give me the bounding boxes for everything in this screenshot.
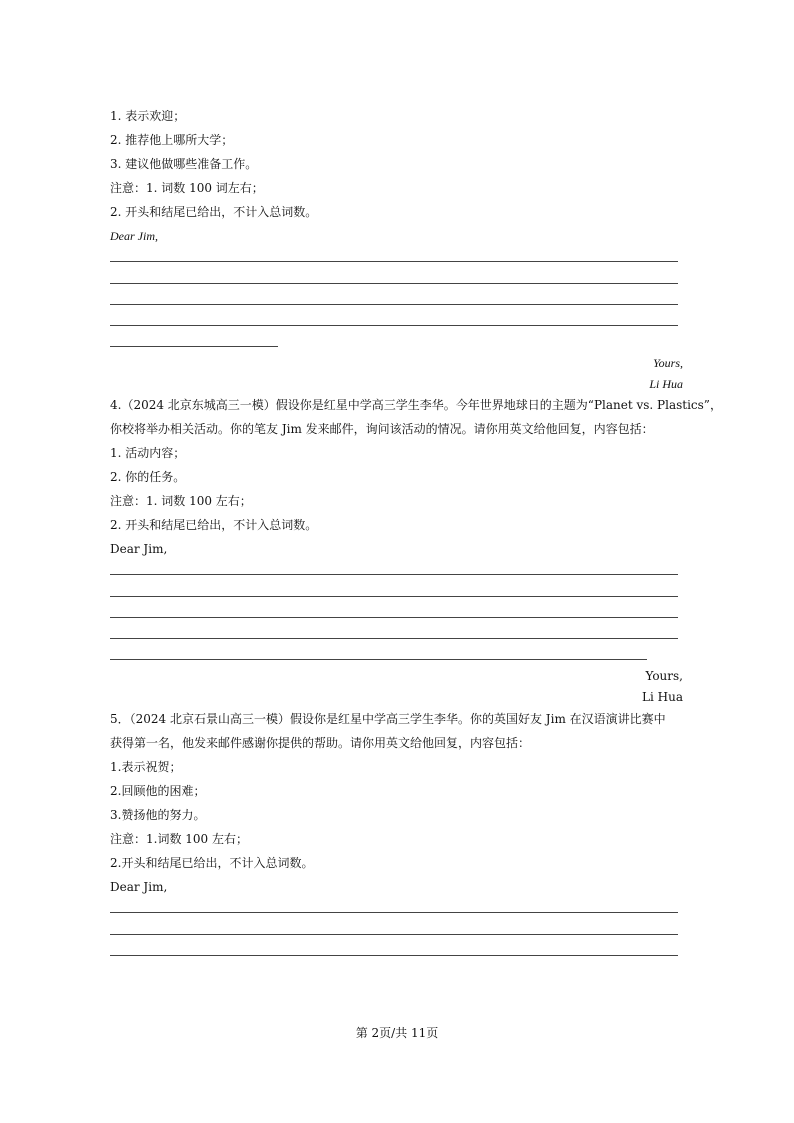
q3-item-3: 3. 建议他做哪些准备工作。 <box>110 157 258 171</box>
q5-answer-line-1 <box>110 912 678 913</box>
q4-answer-line-4 <box>110 638 678 639</box>
q4-item-1: 1. 活动内容； <box>110 446 186 460</box>
q4-item-2: 2. 你的任务。 <box>110 470 186 484</box>
q4-prompt-line-2: 你校将举办相关活动。你的笔友 Jim 发来邮件，询问该活动的情况。请你用英文给他回复，内容包括： <box>110 422 654 436</box>
q4-note-2: 2. 开头和结尾已给出，不计入总词数。 <box>110 518 318 532</box>
q4-prompt-line-1: 4.（2024 北京东城高三一模）假设你是红星中学高三学生李华。今年世界地球日的主题为“Planet vs. Plastics”， <box>110 398 722 412</box>
q4-closing: Yours, <box>645 669 683 683</box>
q3-closing: Yours, <box>653 356 683 370</box>
q3-answer-line-4 <box>110 325 678 326</box>
page-number: 第 2页/共 11页 <box>355 1026 439 1040</box>
q5-answer-line-3 <box>110 955 678 956</box>
q4-note-1: 注意：1. 词数 100 左右； <box>110 494 252 508</box>
q5-note-2: 2.开头和结尾已给出，不计入总词数。 <box>110 856 314 870</box>
q4-greeting: Dear Jim, <box>110 542 168 556</box>
q3-item-2: 2. 推荐他上哪所大学； <box>110 133 234 147</box>
q4-answer-line-5 <box>110 659 647 660</box>
q5-item-2: 2.回顾他的困难； <box>110 784 206 798</box>
q3-signature: Li Hua <box>649 377 683 391</box>
q3-greeting: Dear Jim, <box>110 229 158 243</box>
q5-answer-line-2 <box>110 934 678 935</box>
q5-prompt-line-2: 获得第一名，他发来邮件感谢你提供的帮助。请你用英文给他回复，内容包括： <box>110 736 531 750</box>
q4-answer-line-2 <box>110 596 678 597</box>
q5-prompt-line-1: 5．（2024 北京石景山高三一模）假设你是红星中学高三学生李华。你的英国好友 Jim 在汉语演讲比赛中 <box>110 712 666 726</box>
q4-answer-line-3 <box>110 617 678 618</box>
q3-answer-line-2 <box>110 283 678 284</box>
q3-note-1: 注意：1. 词数 100 词左右； <box>110 181 264 195</box>
q4-signature: Li Hua <box>642 690 683 704</box>
q3-answer-line-1 <box>110 261 678 262</box>
q5-item-3: 3.赞扬他的努力。 <box>110 808 206 822</box>
q3-note-2: 2. 开头和结尾已给出，不计入总词数。 <box>110 205 318 219</box>
q3-answer-line-5 <box>110 346 278 347</box>
q5-greeting: Dear Jim, <box>110 880 168 894</box>
q3-answer-line-3 <box>110 304 678 305</box>
q3-item-1: 1. 表示欢迎； <box>110 109 186 123</box>
q4-answer-line-1 <box>110 574 678 575</box>
q5-note-1: 注意：1.词数 100 左右； <box>110 832 248 846</box>
q5-item-1: 1.表示祝贺； <box>110 760 182 774</box>
